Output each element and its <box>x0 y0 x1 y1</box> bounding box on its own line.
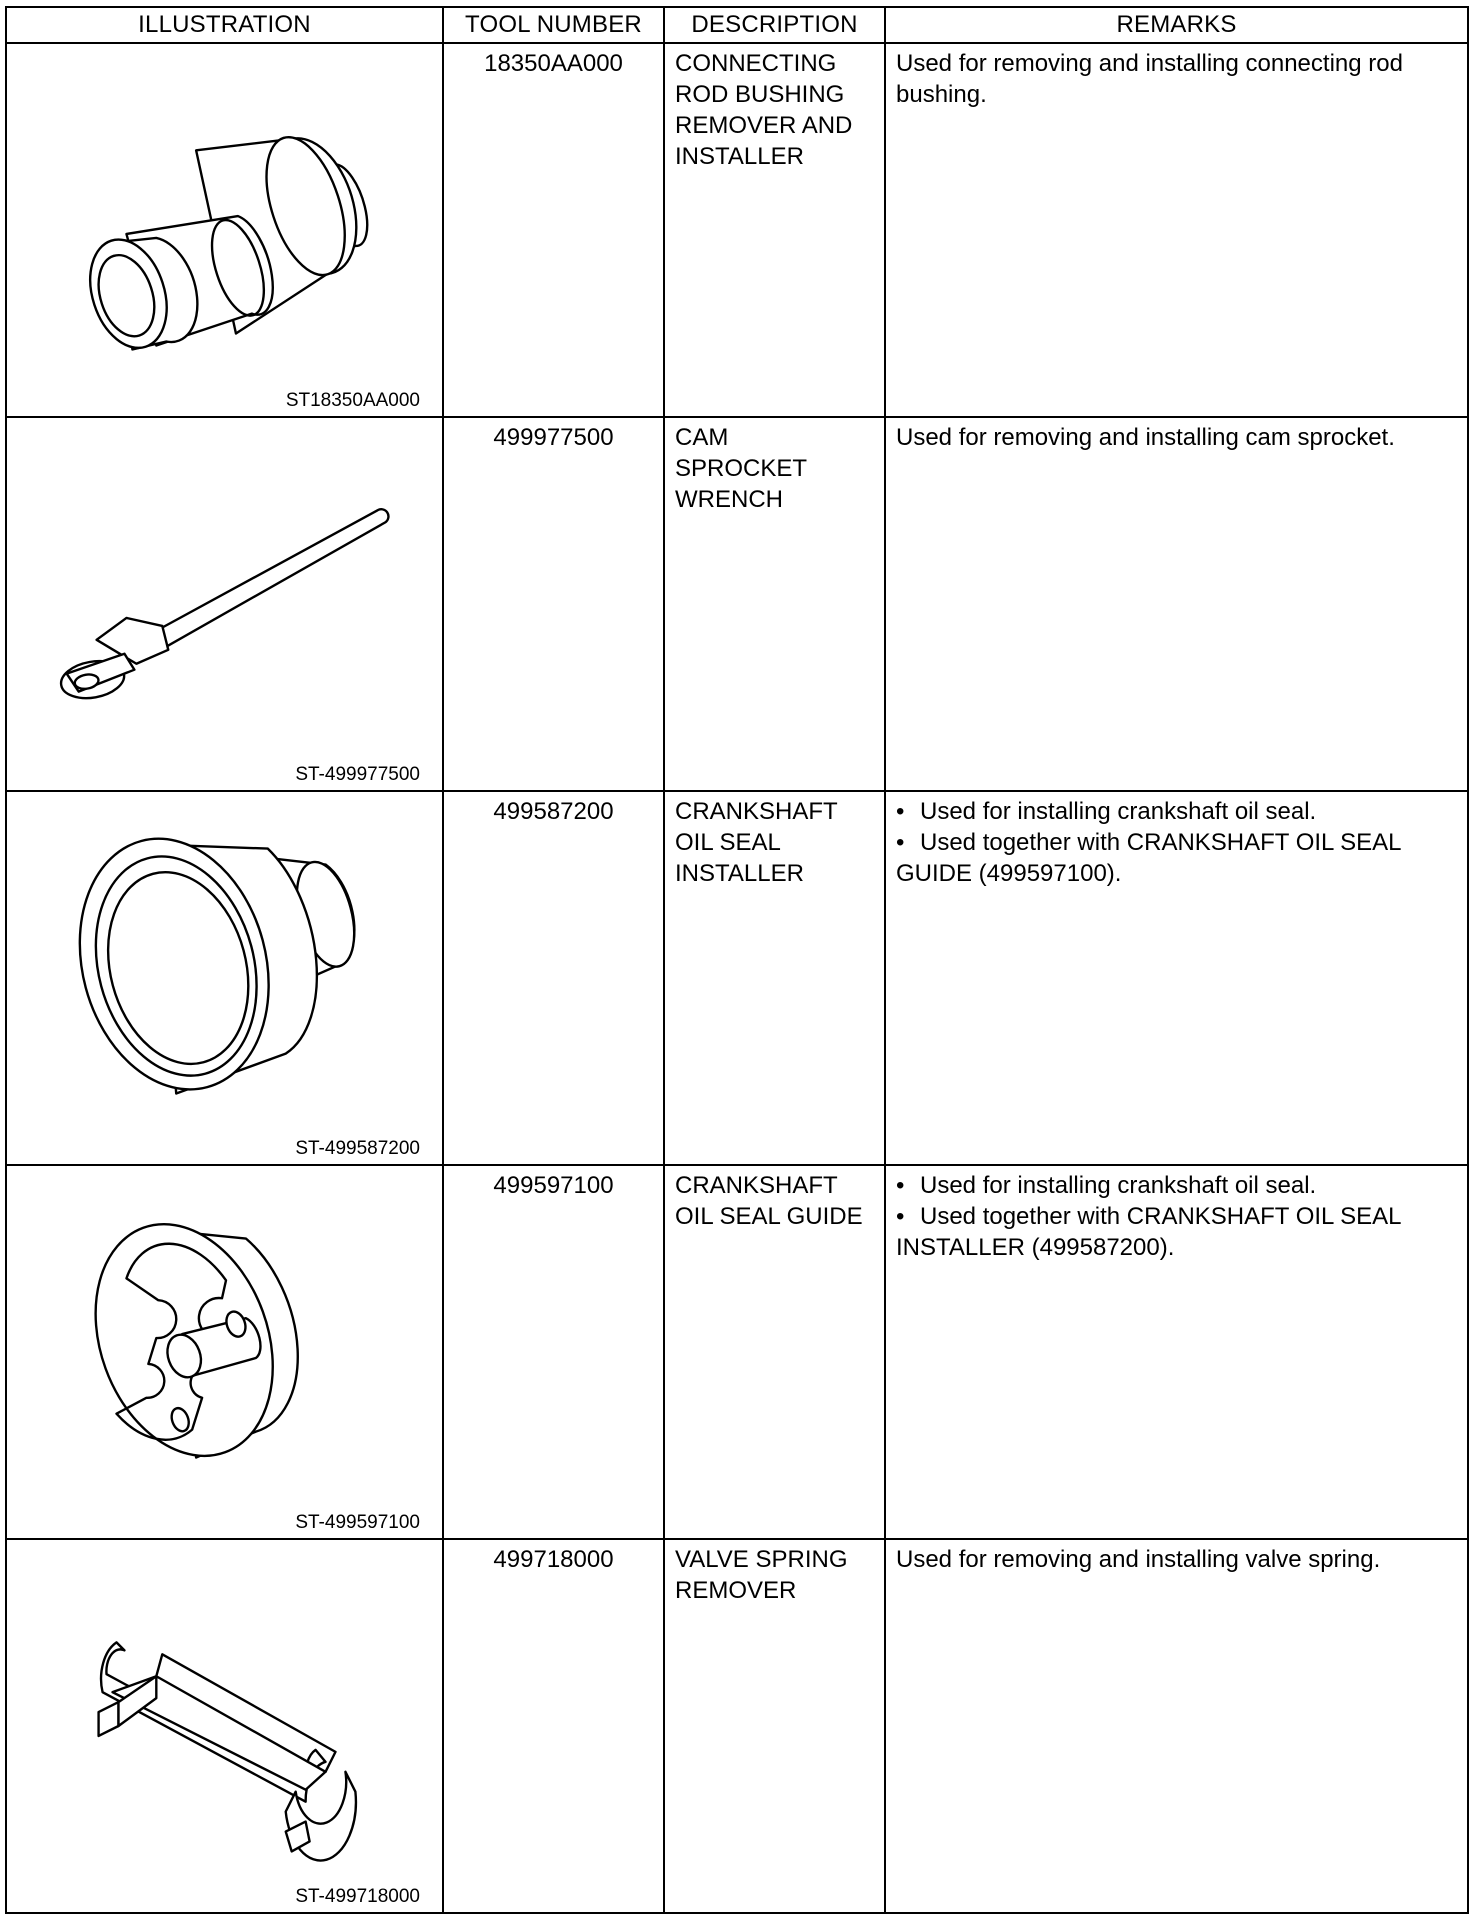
illustration-cell <box>6 1165 443 1539</box>
tool-number-cell: 499977500 <box>443 417 664 791</box>
description-line: CONNECTING <box>675 50 837 77</box>
description-line: WRENCH <box>675 486 783 513</box>
remarks-cell <box>885 43 1468 417</box>
table-row <box>6 1539 1468 1913</box>
remarks-cell <box>885 1539 1468 1913</box>
remarks-bullet-item <box>896 796 1457 827</box>
description-line: CRANKSHAFT <box>675 1172 838 1199</box>
tool-number-cell: 499597100 <box>443 1165 664 1539</box>
remarks-line: Used together with CRANKSHAFT OIL SEAL <box>920 1203 1402 1230</box>
description-line: VALVE SPRING <box>675 1546 848 1573</box>
valve-spring-remover-drawing <box>7 1540 442 1912</box>
remarks-line: bushing. <box>896 81 987 108</box>
remarks-bullet-item <box>896 827 1457 858</box>
description-line: REMOVER AND <box>675 112 853 139</box>
remarks-line: Used for installing crankshaft oil seal. <box>920 1172 1317 1199</box>
crankshaft-oil-seal-guide-drawing <box>7 1166 442 1538</box>
table-row <box>6 791 1468 1165</box>
remarks-line: Used for removing and installing connecting rod <box>896 50 1403 77</box>
description-cell <box>664 791 885 1165</box>
description-line: INSTALLER <box>675 860 804 887</box>
illustration-cell <box>6 1539 443 1913</box>
description-line: SPROCKET <box>675 455 808 482</box>
remarks-line: Used for removing and installing valve spring. <box>896 1546 1381 1573</box>
description-cell <box>664 43 885 417</box>
bullet-dot: • <box>896 1203 905 1230</box>
table-row <box>6 43 1468 417</box>
tool-number-cell: 499587200 <box>443 791 664 1165</box>
illustration-cell <box>6 791 443 1165</box>
bullet-dot: • <box>896 829 905 856</box>
description-line: REMOVER <box>675 1577 797 1604</box>
header-description: DESCRIPTION <box>664 7 885 43</box>
illustration-caption: ST-499587200 <box>295 1138 420 1159</box>
illustration-caption: ST-499718000 <box>295 1886 420 1907</box>
remarks-cell <box>885 1165 1468 1539</box>
description-line: OIL SEAL <box>675 829 781 856</box>
bullet-dot: • <box>896 1172 905 1199</box>
illustration-caption: ST-499977500 <box>295 764 420 785</box>
crankshaft-oil-seal-installer-drawing <box>7 792 442 1164</box>
table-row <box>6 417 1468 791</box>
cam-sprocket-wrench-drawing <box>7 418 442 790</box>
illustration-cell <box>6 417 443 791</box>
description-cell <box>664 1539 885 1913</box>
description-cell <box>664 417 885 791</box>
bullet-dot: • <box>896 798 905 825</box>
remarks-line: Used together with CRANKSHAFT OIL SEAL <box>920 829 1402 856</box>
table-row <box>6 1165 1468 1539</box>
header-remarks: REMARKS <box>885 7 1468 43</box>
tool-number-cell: 18350AA000 <box>443 43 664 417</box>
remarks-line: Used for removing and installing cam sprocket. <box>896 424 1395 451</box>
illustration-cell <box>6 43 443 417</box>
remarks-line: INSTALLER (499587200). <box>896 1234 1175 1261</box>
connecting-rod-bushing-tool-drawing <box>7 44 442 416</box>
description-line: INSTALLER <box>675 143 804 170</box>
header-tool-number: TOOL NUMBER <box>443 7 664 43</box>
remarks-bullet-item <box>896 1170 1457 1201</box>
description-line: ROD BUSHING <box>675 81 845 108</box>
description-line: CRANKSHAFT <box>675 798 838 825</box>
header-row <box>6 7 1468 43</box>
remarks-line: GUIDE (499597100). <box>896 860 1122 887</box>
special-tools-table <box>5 6 1469 1914</box>
remarks-bullet-item <box>896 1201 1457 1232</box>
illustration-caption: ST-499597100 <box>295 1512 420 1533</box>
description-line: CAM <box>675 424 729 451</box>
illustration-caption: ST18350AA000 <box>285 390 420 411</box>
remarks-line: Used for installing crankshaft oil seal. <box>920 798 1317 825</box>
remarks-cell <box>885 417 1468 791</box>
remarks-cell <box>885 791 1468 1165</box>
description-cell <box>664 1165 885 1539</box>
description-line: OIL SEAL GUIDE <box>675 1203 863 1230</box>
header-illustration: ILLUSTRATION <box>6 7 443 43</box>
tool-number-cell: 499718000 <box>443 1539 664 1913</box>
